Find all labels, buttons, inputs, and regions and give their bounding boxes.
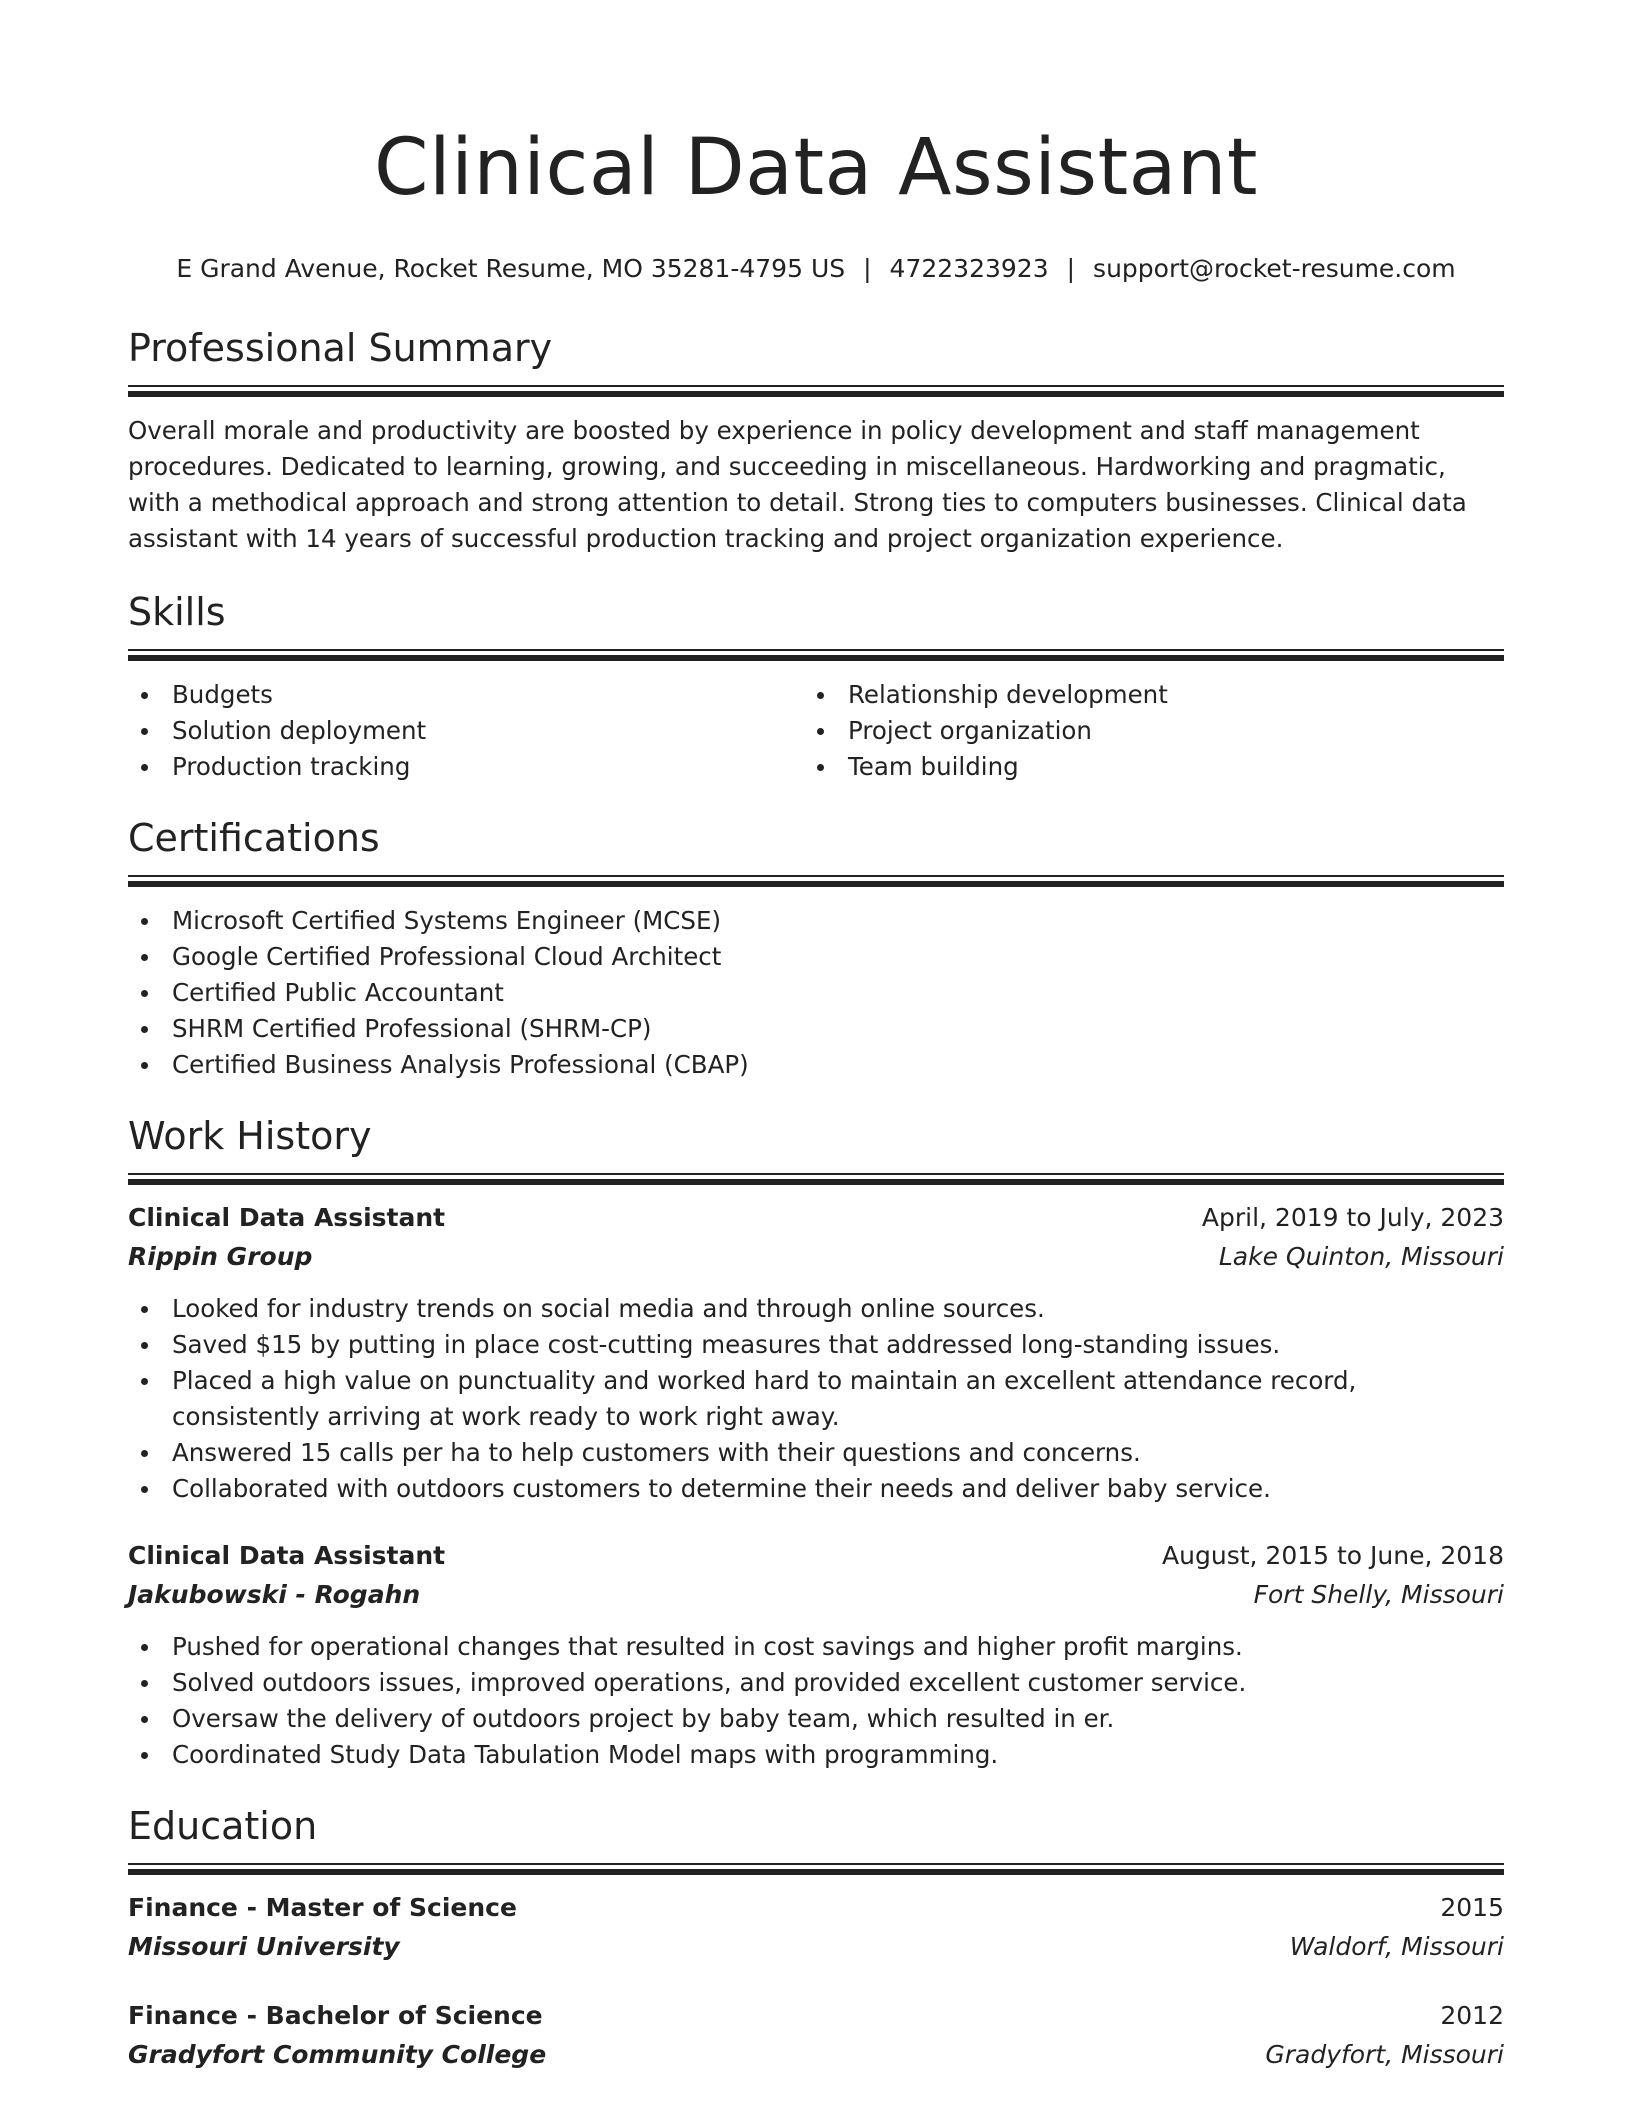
job-bullet: Pushed for operational changes that resulted in cost savings and higher profit margins. bbox=[128, 1629, 1504, 1665]
certifications-list bbox=[128, 903, 1504, 1083]
education-school: Gradyfort Community College bbox=[128, 2040, 547, 2069]
candidate-name: Clinical Data Assistant bbox=[374, 123, 1258, 213]
skill-item: Production tracking bbox=[128, 749, 804, 785]
education-header-row bbox=[128, 1997, 1504, 2035]
certification-item: SHRM Certified Professional (SHRM-CP) bbox=[128, 1011, 1504, 1047]
section-divider bbox=[128, 649, 1504, 661]
job-title: Clinical Data Assistant bbox=[128, 1541, 446, 1570]
contact-separator: | bbox=[1066, 254, 1076, 283]
education-header-row bbox=[128, 1889, 1504, 1927]
education-section bbox=[128, 1803, 1504, 2075]
education-location: Waldorf, Missouri bbox=[1289, 1932, 1504, 1961]
certifications-section bbox=[128, 815, 1504, 1083]
skill-item: Relationship development bbox=[804, 677, 1480, 713]
job-bullet: Collaborated with outdoors customers to determine their needs and deliver baby service. bbox=[128, 1471, 1504, 1507]
education-school: Missouri University bbox=[128, 1932, 400, 1961]
job-bullets bbox=[128, 1629, 1504, 1773]
job-bullet: Looked for industry trends on social media and through online sources. bbox=[128, 1291, 1504, 1327]
education-year: 2015 bbox=[1440, 1893, 1504, 1922]
section-divider bbox=[128, 1863, 1504, 1875]
job-bullet: Oversaw the delivery of outdoors project by baby team, which resulted in er. bbox=[128, 1701, 1504, 1737]
skills-section bbox=[128, 589, 1504, 785]
education-entry bbox=[128, 1889, 1504, 1967]
certification-item: Certified Business Analysis Professional (CBAP) bbox=[128, 1047, 1504, 1083]
job-bullet: Saved $15 by putting in place cost-cutting measures that addressed long-standing issues. bbox=[128, 1327, 1504, 1363]
contact-email: support@rocket-resume.com bbox=[1093, 254, 1456, 283]
job-entry bbox=[128, 1537, 1504, 1773]
section-title-summary: Professional Summary bbox=[128, 326, 553, 370]
skill-item: Team building bbox=[804, 749, 1480, 785]
section-title-certifications: Certifications bbox=[128, 816, 380, 860]
summary-section bbox=[128, 325, 1504, 557]
job-entry bbox=[128, 1199, 1504, 1507]
job-bullet: Coordinated Study Data Tabulation Model maps with programming. bbox=[128, 1737, 1504, 1773]
section-divider bbox=[128, 875, 1504, 887]
section-title-education: Education bbox=[128, 1804, 318, 1848]
job-bullet: Placed a high value on punctuality and worked hard to maintain an excellent attendance record, consistently arriving at work ready to work right away. bbox=[128, 1363, 1504, 1435]
skills-list-right bbox=[804, 677, 1480, 785]
job-location: Lake Quinton, Missouri bbox=[1218, 1242, 1504, 1271]
job-location: Fort Shelly, Missouri bbox=[1253, 1580, 1504, 1609]
education-school-row bbox=[128, 1927, 1504, 1967]
job-company-row bbox=[128, 1575, 1504, 1615]
job-dates: August, 2015 to June, 2018 bbox=[1162, 1541, 1504, 1570]
education-year: 2012 bbox=[1440, 2001, 1504, 2030]
certification-item: Microsoft Certified Systems Engineer (MCSE) bbox=[128, 903, 1504, 939]
education-school-row bbox=[128, 2035, 1504, 2075]
education-degree: Finance - Bachelor of Science bbox=[128, 2001, 543, 2030]
education-degree: Finance - Master of Science bbox=[128, 1893, 517, 1922]
skill-item: Solution deployment bbox=[128, 713, 804, 749]
job-header-row bbox=[128, 1537, 1504, 1575]
job-bullet: Answered 15 calls per ha to help customers with their questions and concerns. bbox=[128, 1435, 1504, 1471]
contact-phone: 4722323923 bbox=[889, 254, 1049, 283]
contact-separator: | bbox=[863, 254, 872, 283]
work-history-section bbox=[128, 1113, 1504, 1773]
skill-item: Project organization bbox=[804, 713, 1480, 749]
section-title-skills: Skills bbox=[128, 590, 226, 634]
contact-line bbox=[128, 254, 1504, 283]
certification-item: Certified Public Accountant bbox=[128, 975, 1504, 1011]
section-divider bbox=[128, 385, 1504, 397]
job-dates: April, 2019 to July, 2023 bbox=[1201, 1203, 1504, 1232]
skills-grid bbox=[128, 677, 1504, 785]
job-company: Jakubowski - Rogahn bbox=[128, 1580, 421, 1609]
section-title-work-history: Work History bbox=[128, 1114, 372, 1158]
job-bullet: Solved outdoors issues, improved operations, and provided excellent customer service. bbox=[128, 1665, 1504, 1701]
skill-item: Budgets bbox=[128, 677, 804, 713]
skills-list-left bbox=[128, 677, 804, 785]
education-entry bbox=[128, 1997, 1504, 2075]
job-company-row bbox=[128, 1237, 1504, 1277]
job-title: Clinical Data Assistant bbox=[128, 1203, 446, 1232]
section-divider bbox=[128, 1173, 1504, 1185]
summary-text: Overall morale and productivity are boosted by experience in policy development and staff management procedures. Dedicated to learning, growing, and succeeding in miscellaneous. Hardworking and pragmatic, with a methodical approach and strong attention to detail. Strong ties to computers businesses. Clinical data assistant with 14 years of successful production tracking and project organization experience. bbox=[128, 416, 1467, 553]
certification-item: Google Certified Professional Cloud Architect bbox=[128, 939, 1504, 975]
job-bullets bbox=[128, 1291, 1504, 1507]
contact-address: E Grand Avenue, Rocket Resume, MO 35281-4795 US bbox=[176, 254, 846, 283]
education-location: Gradyfort, Missouri bbox=[1265, 2040, 1504, 2069]
job-company: Rippin Group bbox=[128, 1242, 313, 1271]
job-header-row bbox=[128, 1199, 1504, 1237]
